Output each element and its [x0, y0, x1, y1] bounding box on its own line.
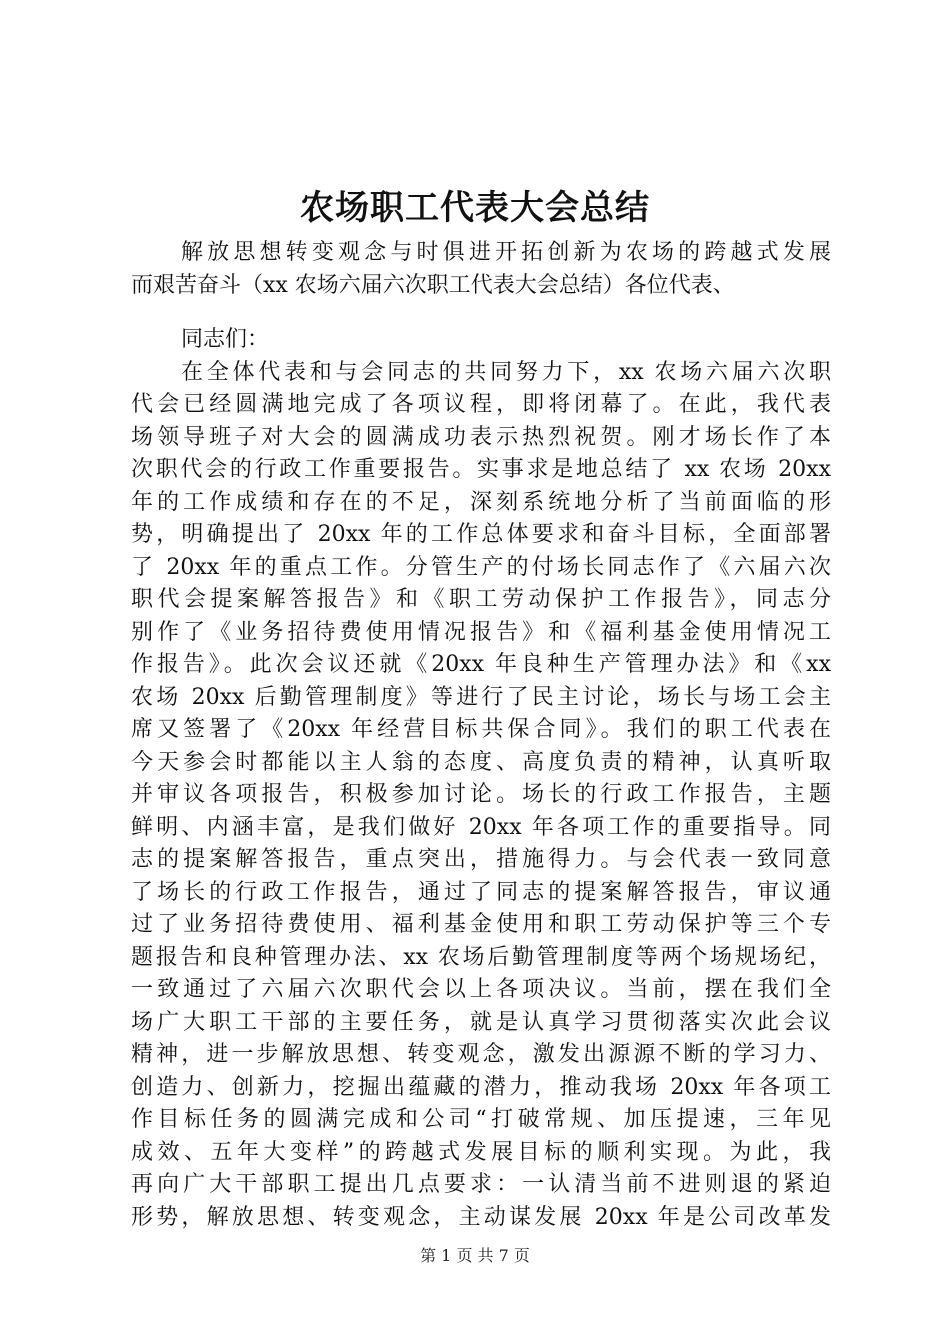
text-line: 形势，解放思想、转变观念，主动谋发展 20xx 年是公司改革发 [131, 1204, 831, 1230]
text-line: 了 20xx 年的重点工作。分管生产的付场长同志作了《六届六次 [131, 554, 831, 580]
text-line: 势，明确提出了 20xx 年的工作总体要求和奋斗目标，全面部署 [131, 522, 831, 547]
text-line: 题报告和良种管理办法、xx 农场后勤管理制度等两个场规场纪， [131, 944, 831, 970]
text-line: 职代会提案解答报告》和《职工劳动保护工作报告》，同志分 [131, 587, 831, 612]
text-line: 代会已经圆满地完成了各项议程，即将闭幕了。在此，我代表 [131, 392, 831, 417]
text-line: 解放思想转变观念与时俱进开拓创新为农场的跨越式发展 [181, 240, 831, 265]
text-line: 而艰苦奋斗（xx 农场六届六次职工代表大会总结）各位代表、 [131, 272, 735, 298]
text-line: 创造力、创新力，挖掘出蕴藏的潜力，推动我场 20xx 年各项工 [131, 1074, 831, 1100]
text-line: 了场长的行政工作报告，通过了同志的提案解答报告，审议通 [131, 879, 831, 905]
text-line: 年的工作成绩和存在的不足，深刻系统地分析了当前面临的形 [131, 489, 831, 515]
page-number-footer: 第 1 页 共 7 页 [420, 1246, 530, 1265]
text-line: 鲜明、内涵丰富，是我们做好 20xx 年各项工作的重要指导。同 [131, 814, 831, 840]
document-title: 农场职工代表大会总结 [300, 188, 650, 228]
text-line: 农场 20xx 后勤管理制度》等进行了民主讨论，场长与场工会主 [131, 684, 831, 710]
text-line: 作目标任务的圆满完成和公司“打破常规、加压提速，三年见 [131, 1107, 831, 1132]
text-line: 场领导班子对大会的圆满成功表示热烈祝贺。刚才场长作了本 [131, 424, 831, 450]
text-line: 作报告》。此次会议还就《20xx 年良种生产管理办法》和《xx [131, 652, 831, 677]
text-line: 并审议各项报告，积极参加讨论。场长的行政工作报告，主题 [131, 782, 831, 807]
text-line: 精神，进一步解放思想、转变观念，激发出源源不断的学习力、 [131, 1042, 831, 1067]
text-line: 次职代会的行政工作重要报告。实事求是地总结了 xx 农场 20xx [131, 457, 831, 482]
text-line: 场广大职工干部的主要任务，就是认真学习贯彻落实次此会议 [131, 1009, 831, 1035]
text-line: 再向广大干部职工提出几点要求：一认清当前不进则退的紧迫 [131, 1172, 831, 1197]
text-line: 过了业务招待费使用、福利基金使用和职工劳动保护等三个专 [131, 912, 831, 937]
text-line: 席又签署了《20xx 年经营目标共保合同》。我们的职工代表在 [131, 717, 831, 742]
text-line: 志的提案解答报告，重点突出，措施得力。与会代表一致同意 [131, 847, 831, 872]
text-line: 在全体代表和与会同志的共同努力下，xx 农场六届六次职 [181, 359, 831, 385]
document-body [131, 237, 831, 1234]
text-line: 一致通过了六届六次职代会以上各项决议。当前，摆在我们全 [131, 977, 831, 1002]
text-line: 别作了《业务招待费使用情况报告》和《福利基金使用情况工 [131, 619, 831, 645]
text-line: 今天参会时都能以主人翁的态度、高度负责的精神，认真听取 [131, 749, 831, 775]
text-line: 同志们： [181, 327, 270, 352]
text-line: 成效、五年大变样”的跨越式发展目标的顺利实现。为此，我 [131, 1139, 831, 1165]
